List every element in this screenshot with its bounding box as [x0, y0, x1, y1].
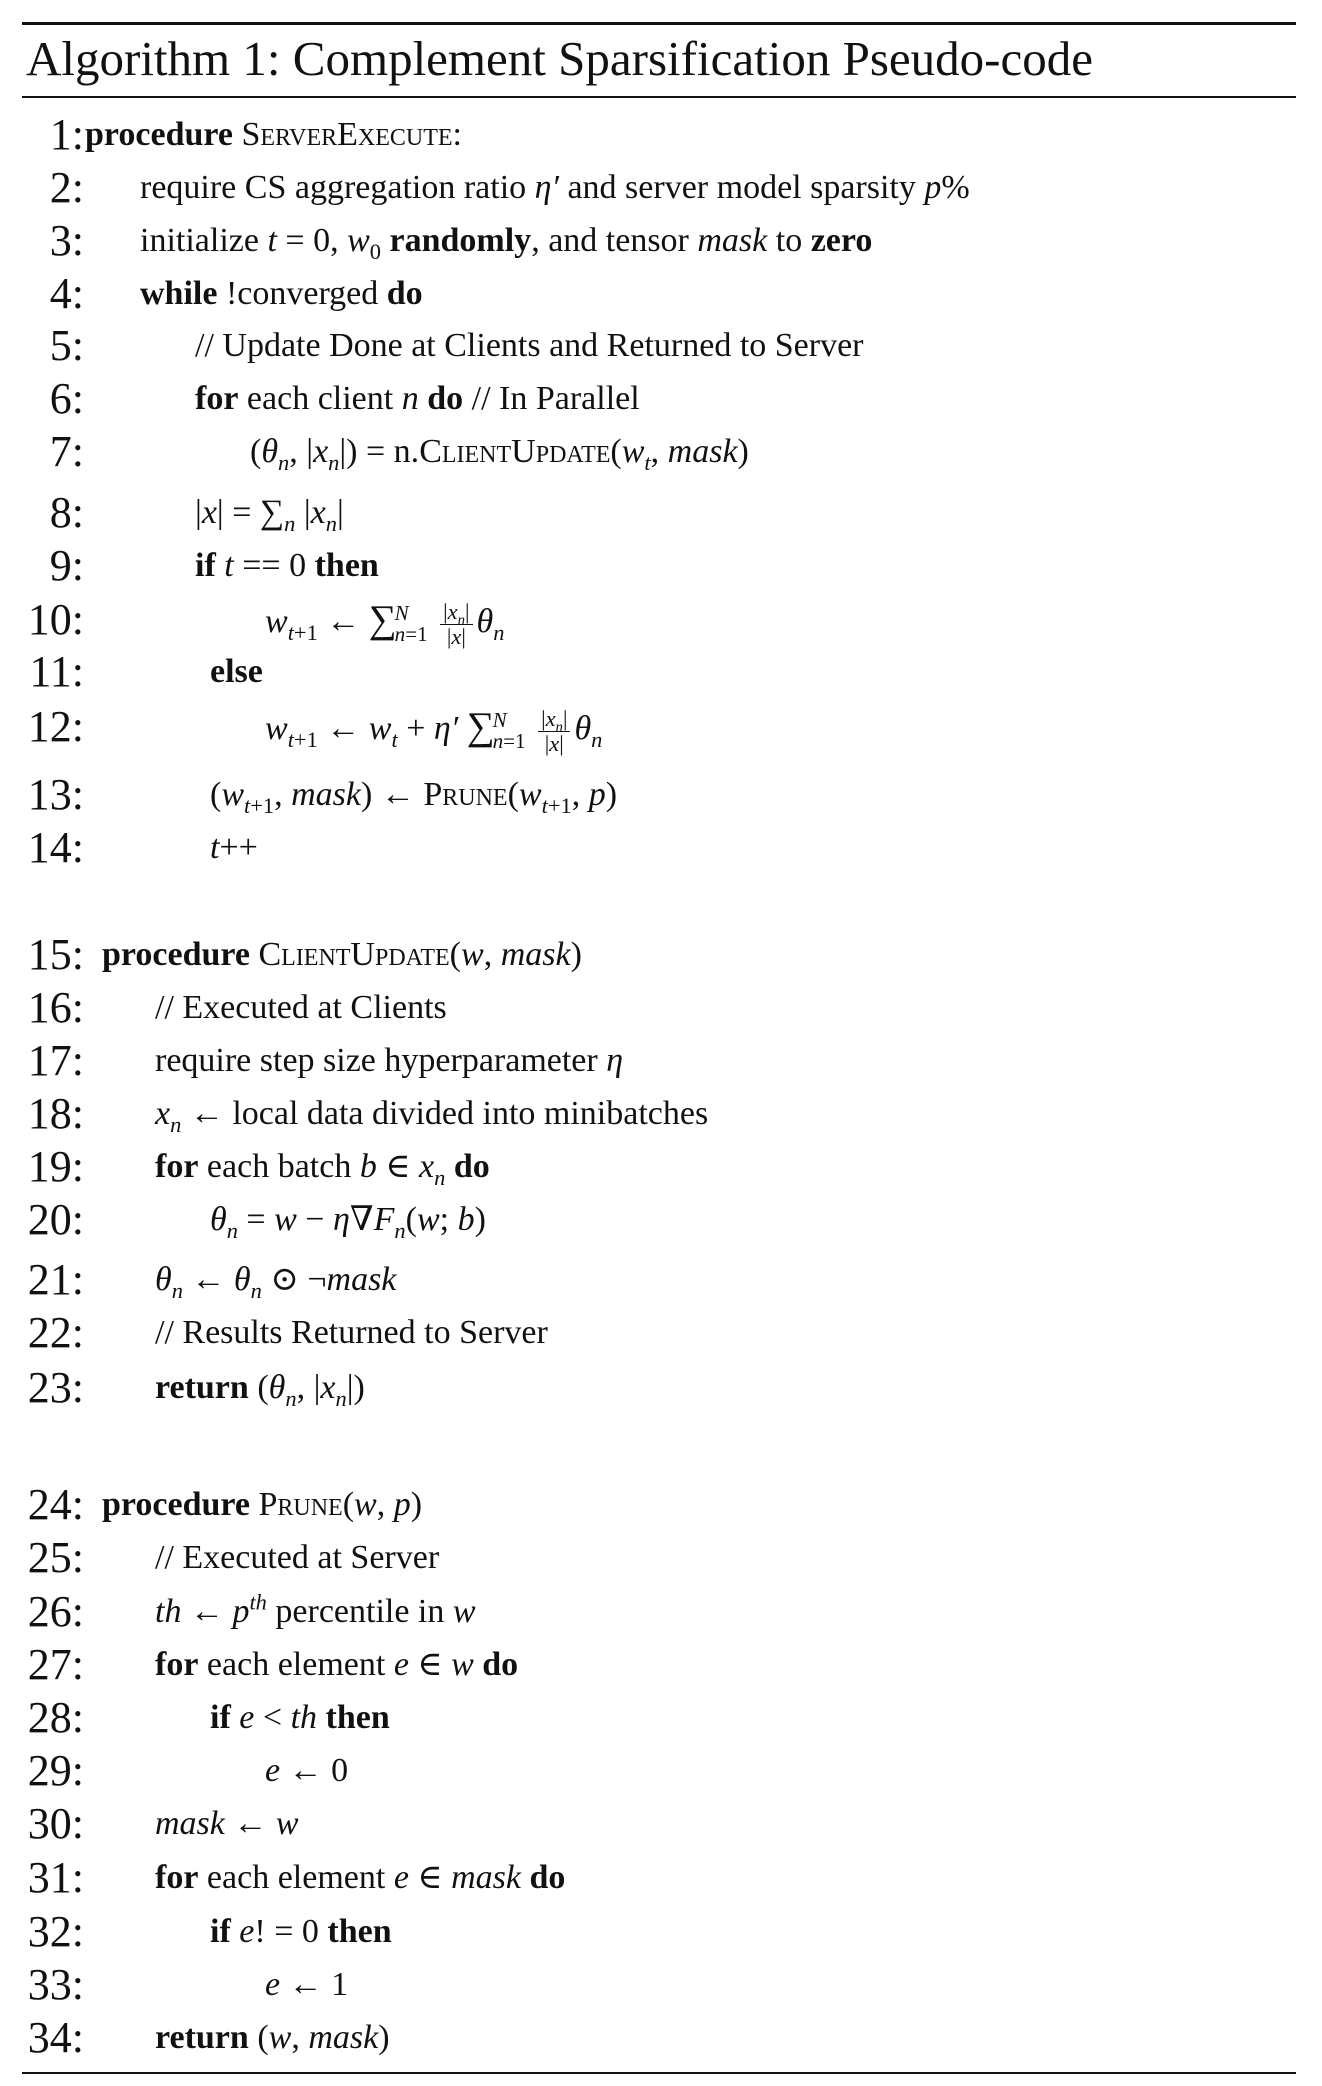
algorithm-line	[0, 770, 1322, 820]
line-number: 11:	[29, 647, 84, 696]
line-number: 16:	[27, 983, 84, 1032]
algorithm-line	[0, 1907, 1322, 1957]
line-code: $x_n$ ← local data divided into minibatches	[155, 1095, 709, 1137]
line-number: 31:	[27, 1853, 84, 1902]
line-number: 24:	[27, 1480, 84, 1529]
line-code: else	[210, 653, 263, 690]
algorithm-line	[0, 1799, 1322, 1849]
line-number: 29:	[27, 1746, 84, 1795]
line-code: mask ← w	[155, 1805, 299, 1842]
line-number: 4:	[49, 269, 84, 318]
line-number: 30:	[27, 1799, 84, 1848]
line-code: th ← $p^{th}$ percentile in w	[155, 1589, 476, 1630]
line-code: require CS aggregation ratio η′ and server model sparsity p%	[140, 169, 970, 206]
line-number: 26:	[27, 1587, 84, 1636]
algorithm-title: Algorithm 1: Complement Sparsification Pseudo-code	[26, 31, 1093, 86]
algorithm-line	[0, 216, 1322, 266]
line-code: $|x| = \sum_n$ $|x_n|$	[195, 494, 344, 536]
line-number: 23:	[27, 1363, 84, 1412]
line-number: 34:	[27, 2013, 84, 2062]
algorithm-line	[0, 930, 1322, 980]
line-code: $w_{t+1}$ ← ∑ N n=1 $\frac{|x_n|}{|x|}$ $\theta_n$	[265, 598, 505, 649]
line-code: t++	[210, 829, 258, 866]
line-code: if t == 0 then	[195, 547, 379, 584]
algorithm-line	[0, 110, 1322, 160]
algorithm-line	[0, 1308, 1322, 1358]
algorithm-line	[0, 541, 1322, 591]
line-code: $w_{t+1}$ ← $w_t + \eta'$ ∑ N n=1 $\frac{|x_n|}{|x|}$ $\theta_n$	[265, 705, 603, 756]
line-number: 6:	[49, 374, 84, 423]
line-code: initialize t = 0, $w_0$ randomly, and tensor mask to zero	[140, 222, 873, 264]
line-code: procedure ClientUpdate(w, mask)	[102, 936, 582, 973]
algorithm-line	[0, 269, 1322, 319]
line-number: 15:	[27, 930, 84, 979]
algorithm-line	[0, 647, 1322, 697]
algorithm-line	[0, 1533, 1322, 1583]
line-number: 32:	[27, 1907, 84, 1956]
algorithm-line	[0, 1853, 1322, 1903]
line-code: // Update Done at Clients and Returned to Server	[195, 327, 864, 364]
line-code: ($w_{t+1}$, mask) ← $Prune(w_{t+1}$, p)	[210, 776, 618, 818]
line-code: return ($\theta_n$, $|x_n|$)	[155, 1369, 365, 1411]
line-code: // Results Returned to Server	[155, 1314, 548, 1351]
line-code: if e < th then	[210, 1699, 390, 1736]
algorithm-line	[0, 321, 1322, 371]
line-code: return (w, mask)	[155, 2019, 390, 2056]
algorithm-line	[0, 1480, 1322, 1530]
line-number: 21:	[27, 1255, 84, 1304]
bottom-rule	[22, 2072, 1296, 2074]
line-code: // Executed at Clients	[155, 989, 447, 1026]
line-code: for each client n do // In Parallel	[195, 380, 640, 417]
algorithm-line	[0, 488, 1322, 538]
line-number: 2:	[49, 163, 84, 212]
algorithm-line	[0, 1746, 1322, 1796]
line-number: 17:	[27, 1036, 84, 1085]
title-rule	[22, 96, 1296, 98]
line-code: if e! = 0 then	[210, 1913, 392, 1950]
line-number: 8:	[49, 488, 84, 537]
algorithm-line	[0, 983, 1322, 1033]
line-number: 14:	[27, 823, 84, 872]
line-number: 10:	[27, 595, 84, 644]
line-code: $\theta_n = w - \eta\nabla F_n(w$; b)	[210, 1201, 486, 1243]
algorithm-line	[0, 1587, 1322, 1637]
line-number: 20:	[27, 1195, 84, 1244]
line-number: 7:	[49, 427, 84, 476]
algorithm-line	[0, 1089, 1322, 1139]
algorithm-line	[0, 1363, 1322, 1413]
line-code: require step size hyperparameter η	[155, 1042, 624, 1079]
line-number: 5:	[49, 321, 84, 370]
line-code: e ← 1	[265, 1966, 349, 2003]
line-number: 18:	[27, 1089, 84, 1138]
algorithm-line	[0, 823, 1322, 873]
algorithm-line	[0, 595, 1322, 649]
algorithm-line	[0, 1960, 1322, 2010]
line-code: while !converged do	[140, 275, 423, 312]
line-number: 22:	[27, 1308, 84, 1357]
line-number: 12:	[27, 702, 84, 751]
algorithm-line	[0, 374, 1322, 424]
line-number: 25:	[27, 1533, 84, 1582]
line-code: for each element e ∈ w do	[155, 1646, 519, 1683]
line-code: procedure Prune(w, p)	[102, 1486, 423, 1523]
line-number: 33:	[27, 1960, 84, 2009]
line-code: for each batch b ∈ $x_n$ do	[155, 1148, 490, 1190]
line-code: procedure ServerExecute:	[85, 116, 462, 153]
line-code: // Executed at Server	[155, 1539, 440, 1576]
algorithm-line	[0, 1693, 1322, 1743]
line-number: 13:	[27, 770, 84, 819]
line-number: 1:	[49, 110, 84, 159]
algorithm-line	[0, 702, 1322, 756]
algorithm-line	[0, 1640, 1322, 1690]
algorithm-line	[0, 1036, 1322, 1086]
line-number: 19:	[27, 1142, 84, 1191]
line-number: 3:	[49, 216, 84, 265]
algorithm-line	[0, 1195, 1322, 1245]
algorithm-line	[0, 427, 1322, 477]
algorithm-line	[0, 1142, 1322, 1192]
line-code: $\theta_n$ ← $\theta_n$ ⊙ ¬mask	[155, 1261, 397, 1303]
algorithm-line	[0, 163, 1322, 213]
algorithm-line	[0, 2013, 1322, 2063]
line-code: ($\theta_n$, $|x_n|$) = $n.ClientUpdate(w_t$, mask)	[250, 433, 749, 475]
algorithm-line	[0, 1255, 1322, 1305]
line-number: 28:	[27, 1693, 84, 1742]
line-code: for each element e ∈ mask do	[155, 1859, 566, 1896]
top-rule	[22, 22, 1296, 25]
line-number: 9:	[49, 541, 84, 590]
line-code: e ← 0	[265, 1752, 349, 1789]
line-number: 27:	[27, 1640, 84, 1689]
